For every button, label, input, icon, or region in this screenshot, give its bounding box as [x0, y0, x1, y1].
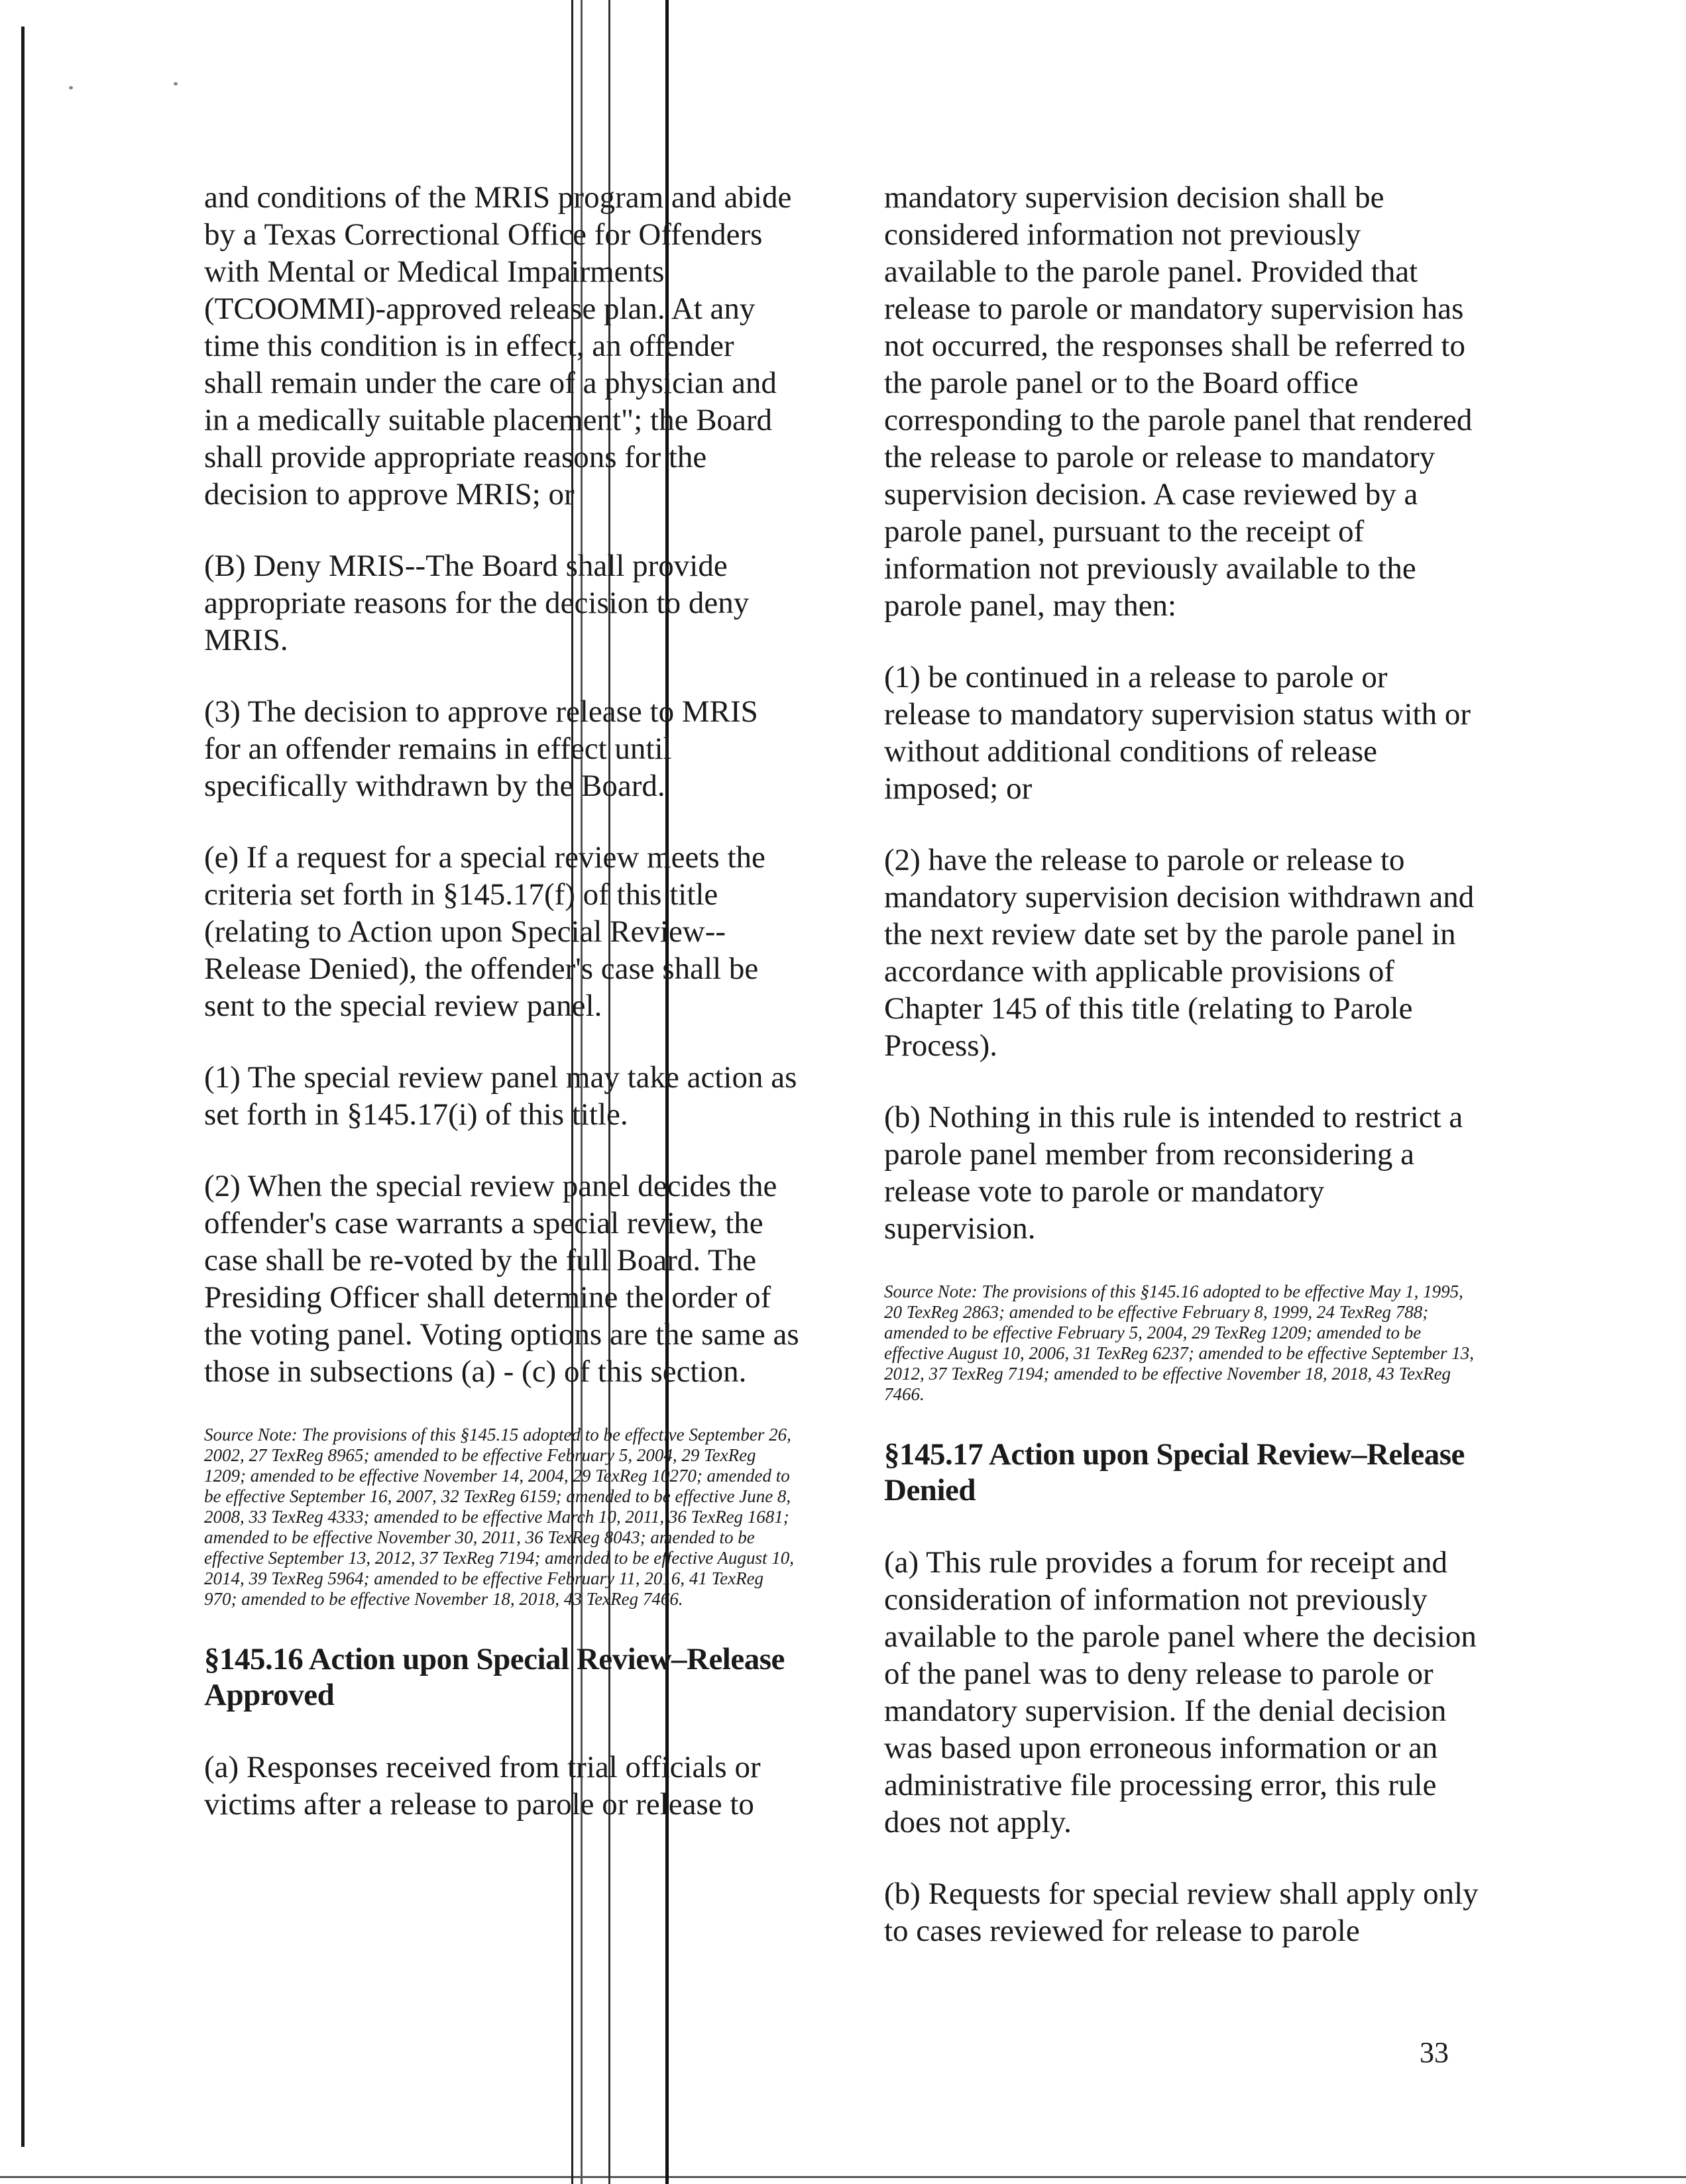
section-heading: §145.17 Action upon Special Review–Release Denied: [884, 1437, 1465, 1507]
paragraph: (2) have the release to parole or release to mandatory supervision decision withdrawn and the next review date set by the parole panel in accordance with applicable provisions of Chapter 145 of this title (relating to Parole Process).: [884, 843, 1475, 1063]
paragraph: (3) The decision to approve release to MRIS for an offender remains in effect until specifically withdrawn by the Board.: [204, 694, 758, 803]
paragraph: (e) If a request for a special review meets the criteria set forth in §145.17(f) of this title (relating to Action upon Special Review--Release Denied), the offender's case shall be sent to the special review panel.: [204, 840, 765, 1023]
paragraph: and conditions of the MRIS program and abide by a Texas Correctional Office for Offenders with Mental or Medical Impairments (TCOOMMI)-approved release plan. At any time this condition is in effect, an offender shall remain under the care of a physician and in a medically suitable placement"; the Board shall provide appropriate reasons for the decision to approve MRIS; or: [204, 180, 792, 512]
paragraph: (b) Requests for special review shall apply only to cases reviewed for release to parole: [884, 1877, 1479, 1948]
scan-left-edge: [21, 27, 25, 2147]
paragraph: (a) This rule provides a forum for receipt and consideration of information not previously available to the parole panel where the decision of the panel was to deny release to parole or mandatory supervision. If the denial decision was based upon erroneous information or an administrative file processing error, this rule does not apply.: [884, 1545, 1477, 1839]
scan-dust: [69, 86, 73, 89]
paragraph: (a) Responses received from trial officials or victims after a release to parole or release to: [204, 1750, 761, 1822]
paragraph: (1) The special review panel may take action as set forth in §145.17(i) of this title.: [204, 1060, 797, 1132]
scan-dust: [174, 82, 178, 85]
section-heading: §145.16 Action upon Special Review–Release Approved: [204, 1642, 785, 1712]
paragraph: (2) When the special review panel decides the offender's case warrants a special review, the case shall be re-voted by the full Board. The Presiding Officer shall determine the order of the voting panel. Voting options are the same as those in subsections (a) - (c) of this section.: [204, 1169, 799, 1389]
source-note: Source Note: The provisions of this §145.15 adopted to be effective September 26, 2002, 27 TexReg 8965; amended to be effective February 5, 2004, 29 TexReg 1209; amended to be effective November 14, 2004, 29 TexReg 10270; amended to be effective September 16, 2007, 32 TexReg 6159; amended to be effective June 8, 2008, 33 TexReg 4333; amended to be effective March 10, 2011, 36 TexReg 1681; amended to be effective November 30, 2011, 36 TexReg 8043; amended to be effective September 13, 2012, 37 TexReg 7194; amended to be effective August 10, 2014, 39 TexReg 5964; amended to be effective February 11, 2016, 41 TexReg 970; amended to be effective November 18, 2018, 43 TexReg 7466.: [204, 1425, 794, 1609]
paragraph: (B) Deny MRIS--The Board shall provide appropriate reasons for the decision to deny MRIS.: [204, 549, 750, 657]
scan-bottom-edge: [0, 2176, 1686, 2178]
right-column: [884, 179, 1481, 1984]
left-column: [204, 179, 801, 1857]
source-note: Source Note: The provisions of this §145.16 adopted to be effective May 1, 1995, 20 TexReg 2863; amended to be effective February 8, 1999, 24 TexReg 788; amended to be effective February 5, 2004, 29 TexReg 1209; amended to be effective August 10, 2006, 31 TexReg 6237; amended to be effective September 13, 2012, 37 TexReg 7194; amended to be effective November 18, 2018, 43 TexReg 7466.: [884, 1282, 1474, 1404]
paragraph: mandatory supervision decision shall be considered information not previously available to the parole panel. Provided that release to parole or mandatory supervision has not occurred, the responses shall be referred to the parole panel or to the Board office corresponding to the parole panel that rendered the release to parole or release to mandatory supervision decision. A case reviewed by a parole panel, pursuant to the receipt of information not previously available to the parole panel, may then:: [884, 180, 1473, 623]
paragraph: (1) be continued in a release to parole or release to mandatory supervision status with or without additional conditions of release imposed; or: [884, 660, 1471, 806]
page-number: 33: [1420, 2036, 1449, 2069]
paragraph: (b) Nothing in this rule is intended to restrict a parole panel member from reconsidering a release vote to parole or mandatory supervision.: [884, 1100, 1463, 1246]
